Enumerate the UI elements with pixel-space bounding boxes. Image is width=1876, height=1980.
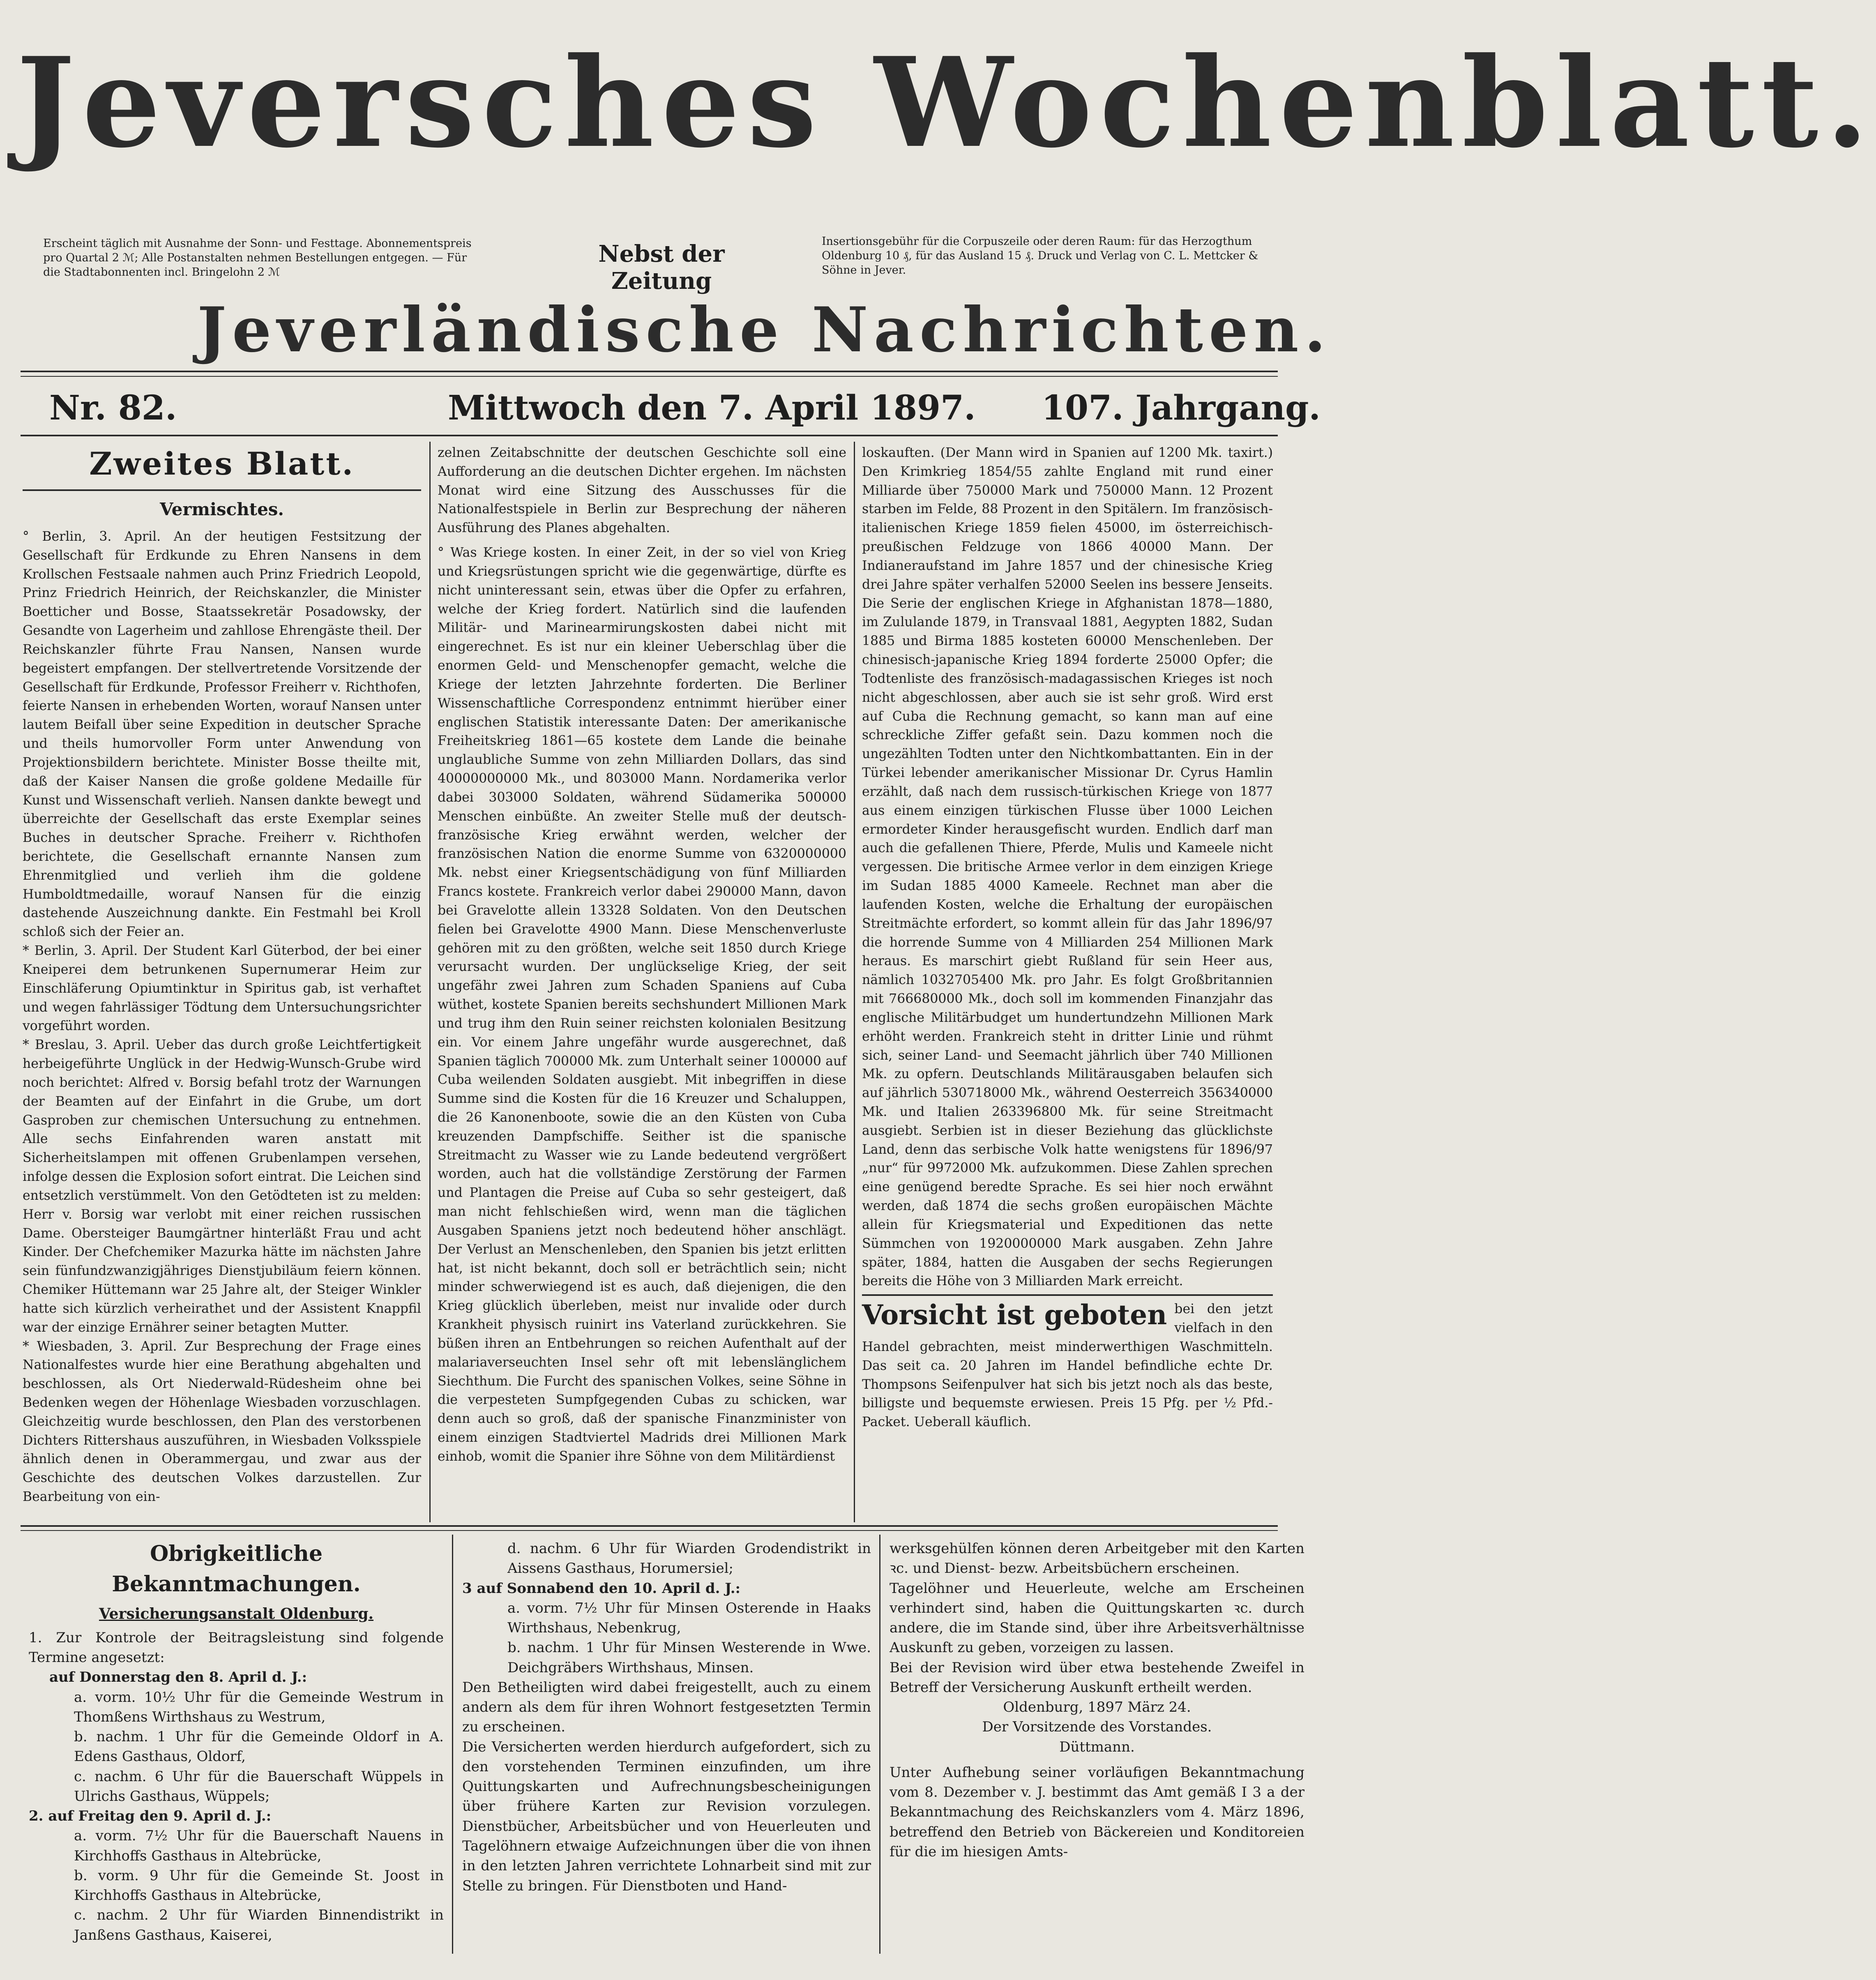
header-rule-top-thin	[21, 376, 1278, 377]
issue-number: Nr. 82.	[49, 388, 177, 428]
notices-column-1	[29, 1539, 444, 1945]
notice-line: a. vorm. 10½ Uhr für die Gemeinde Westrum in Thomßens Wirthshaus zu Westrum,	[74, 1689, 444, 1725]
notice-line: a. vorm. 7½ Uhr für Minsen Osterende in Haaks Wirthshaus, Nebenkrug,	[507, 1600, 871, 1637]
column-3	[862, 444, 1273, 1432]
notice-line: 1. Zur Kontrole der Beitragsleistung sind folgende Termine angesetzt:	[29, 1629, 444, 1666]
notice-signatory-name: Düttmann.	[1059, 1738, 1135, 1755]
column-1	[23, 444, 421, 1507]
issue-year: 107. Jahrgang.	[1042, 388, 1321, 428]
notices-divider-1	[452, 1535, 453, 1954]
ad-headline: Vorsicht ist geboten	[862, 1299, 1167, 1331]
section-title: Zweites Blatt.	[89, 445, 355, 482]
notice-place-date: Oldenburg, 1897 März 24.	[1003, 1699, 1191, 1716]
notice-line: Den Betheiligten wird dabei freigestellt, auch zu einem andern als dem für ihren Wohnort festgesetzten Termin zu erscheinen.	[462, 1679, 871, 1736]
advertising-rates: Insertionsgebühr für die Corpuszeile oder deren Raum: für das Herzogthum Oldenburg 10 ₰, für das Ausland 15 ₰. Druck und Verlag von C. L. Mettcker & Söhne in Jever.	[822, 235, 1258, 277]
notice-date-heading: 2. auf Freitag den 9. April d. J.:	[29, 1808, 272, 1825]
notices-rule	[21, 1525, 1278, 1527]
notice-line: b. nachm. 1 Uhr für Minsen Westerende in Wwe. Deichgräbers Wirthshaus, Minsen.	[507, 1639, 871, 1676]
article-wiesbaden-cont: zelnen Zeitabschnitte der deutschen Geschichte soll eine Aufforderung an die deutschen Dichter ergehen. Im nächsten Monat wird eine Sitzung des Ausschusses für die Nationalfestspiele in Berlin zur Besprechung der näheren Ausführung des Planes abgehalten.	[438, 445, 846, 536]
notice-line: c. nachm. 2 Uhr für Wiarden Binnendistrikt in Janßens Gasthaus, Kaiserei,	[74, 1907, 444, 1943]
notice-line: b. nachm. 1 Uhr für die Gemeinde Oldorf in A. Edens Gasthaus, Oldorf,	[74, 1729, 444, 1765]
notices-divider-2	[879, 1535, 880, 1954]
notices-column-3	[890, 1539, 1304, 1862]
header-rule-top	[21, 371, 1278, 372]
notices-column-2	[462, 1539, 871, 1896]
ad-body: bei den jetzt vielfach in den Handel gebrachten, meist minderwerthigen Waschmitteln. Das seit ca. 20 Jahren im Handel befindliche echte Dr. Thompsons Seifenpulver hat sich bis jetzt noch als das beste, billigste und bequemste erwiesen. Preis 15 Pfg. per ½ Pfd.-Packet. Ueberall käuflich.	[862, 1302, 1273, 1430]
notice-line: Unter Aufhebung seiner vorläufigen Bekanntmachung vom 8. Dezember v. J. bestimmt das Amt gemäß I 3 a der Bekanntmachung des Reichskanzlers vom 4. März 1896, betreffend den Betrieb von Bäckereien und Konditoreien für die im hiesigen Amts-	[890, 1764, 1304, 1860]
article-war-costs: ° Was Kriege kosten. In einer Zeit, in der so viel von Krieg und Kriegsrüstungen spricht wie die gegenwärtige, dürfte es nicht uninteressant sein, etwas über die Opfer zu erfahren, welche der Krieg fordert. Natürlich sind die laufenden Militär- und Marinearmirungskosten dabei nicht mit eingerechnet. Es ist nur ein kleiner Ueberschlag über die enormen Geld- und Menschenopfer gemacht, welche die Kriege der letzten Jahrzehnte forderten. Die Berliner Wissenschaftliche Correspondenz entnimmt hierüber einer englischen Statistik interessante Daten: Der amerikanische Freiheitskrieg 1861—65 kostete dem Lande die beinahe unglaubliche Summe von zehn Milliarden Dollars, das sind 40000000000 Mk., und 803000 Mann. Nordamerika verlor dabei 303000 Soldaten, während Südamerika 500000 Menschen einbüßte. An zweiter Stelle muß der deutsch-französische Krieg erwähnt werden, welcher der französischen Nation die enorme Summe von 6320000000 Mk. nebst einer Kriegsentschädigung von fünf Milliarden Francs kostete. Frankreich verlor dabei 290000 Mann, davon bei Gravelotte allein 13328 Soldaten. Von den Deutschen fielen bei Gravelotte 4900 Mann. Diese Menschenverluste gehören mit zu den größten, welche seit 1850 durch Kriege verursacht wurden. Der unglückselige Krieg, der seit ungefähr zwei Jahren zum Schaden Spaniens auf Cuba wüthet, kostete Spanien bereits sechshundert Millionen Mark und trug ihm den Ruin seiner reichsten kolonialen Besitzung ein. Vor einem Jahre ungefähr wurde ausgerechnet, daß Spanien täglich 700000 Mk. zum Unterhalt seiner 100000 auf Cuba weilenden Soldaten ausgiebt. Mit inbegriffen in diese Summe sind die Kosten für die 16 Kreuzer und Schaluppen, die 26 Kanonenboote, sowie die an den Küsten von Cuba kreuzenden Dampfschiffe. Seither ist die spanische Streitmacht zu Wasser wie zu Lande bedeutend vergrößert worden, auch hat die vollständige Zerstörung der Farmen und Plantagen die Preise auf Cuba so sehr gesteigert, daß man nicht fehlschießen wird, wenn man die täglichen Ausgaben Spaniens jetzt noch bedeutend höher anschlägt. Der Verlust an Menschenleben, den Spanien bis jetzt erlitten hat, ist nicht bekannt, doch soll er beträchtlich sein; nicht minder schwerwiegend ist es auch, daß diejenigen, die den Krieg glücklich überleben, meist nur invalide oder durch Krankheit physisch ruinirt ins Vaterland zurückkehren. Sie büßen ihren an Entbehrungen so reichen Aufenthalt auf der malariaverseuchten Insel sehr oft mit lebenslänglichem Siechthum. Die Furcht des spanischen Volkes, seine Söhne in die verpesteten Sumpfgegenden Cubas zu schicken, war denn auch so groß, daß der spanische Finanzminister von einem einzigen Stadtviertel Madrids drei Millionen Mark einhob, womit die Spanier ihre Söhne von dem Militärdienst	[438, 545, 846, 1464]
supplement-note: Nebst der Zeitung	[598, 240, 725, 295]
article-breslau: * Breslau, 3. April. Ueber das durch große Leichtfertigkeit herbeigeführte Unglück in der Hedwig-Wunsch-Grube wird noch berichtet: Alfred v. Borsig befahl trotz der Warnungen der Beamten auf der Einfahrt in die Grube, um dort Gasproben zur chemischen Untersuchung zu entnehmen. Alle sechs Einfahrenden waren anstatt mit Sicherheitslampen mit offenen Grubenlampen versehen, infolge dessen die Explosion sofort eintrat. Die Leichen sind entsetzlich verstümmelt. Von den Getödteten ist zu melden: Herr v. Borsig war verlobt mit einer reichen russischen Dame. Obersteiger Baumgärtner hinterläßt Frau und acht Kinder. Der Chefchemiker Mazurka hätte im nächsten Jahre sein fünfundzwanzigjähriges Dienstjubiläum feiern können. Chemiker Hüttemann war 25 Jahre alt, der Steiger Winkler hatte sich kürzlich verheirathet und der Assistent Knappfil war der einzige Ernährer seiner betagten Mutter.	[23, 1037, 421, 1335]
notices-subtitle: Versicherungsanstalt Oldenburg.	[99, 1605, 374, 1623]
notice-line: c. nachm. 6 Uhr für die Bauerschaft Wüppels in Ulrichs Gasthaus, Wüppels;	[74, 1768, 444, 1805]
notice-line: werksgehülfen können deren Arbeitgeber mit den Karten ꝛc. und Dienst- bezw. Arbeitsbüchern erscheinen.	[890, 1540, 1304, 1577]
notice-line: Bei der Revision wird über etwa bestehende Zweifel in Betreff der Versicherung Auskunft ertheilt werden.	[890, 1659, 1304, 1696]
supplement-title: Jeverländische Nachrichten.	[197, 294, 1332, 366]
section-rule	[23, 489, 421, 491]
notice-date-heading: auf Donnerstag den 8. April d. J.:	[49, 1669, 307, 1686]
notice-line: b. vorm. 9 Uhr für die Gemeinde St. Joost in Kirchhoffs Gasthaus in Altebrücke,	[74, 1867, 444, 1904]
notice-line: d. nachm. 6 Uhr für Wiarden Grodendistrikt in Aissens Gasthaus, Horumersiel;	[507, 1540, 871, 1577]
notice-signatory-title: Der Vorsitzende des Vorstandes.	[982, 1719, 1212, 1736]
issue-date: Mittwoch den 7. April 1897.	[448, 388, 976, 428]
article-wiesbaden: * Wiesbaden, 3. April. Zur Besprechung der Frage eines Nationalfestes wurde hier eine Berathung abgehalten und beschlossen, als Ort Niederwald-Rüdesheim ohne bei Bedenken wegen der Höhenlage Wiesbaden vorzuschlagen. Gleichzeitig wurde beschlossen, den Plan des verstorbenen Dichters Rittershaus auszuführen, in Wiesbaden Volksspiele ähnlich denen in Oberammergau, und zwar aus der Geschichte des deutschen Volkes darzustellen. Zur Bearbeitung von ein-	[23, 1339, 421, 1505]
subscription-info: Erscheint täglich mit Ausnahme der Sonn- und Festtage. Abonnementspreis pro Quartal 2 ℳ; Alle Postanstalten nehmen Bestellungen entgegen. — Für die Stadtabonnenten incl. Bringelohn 2 ℳ	[43, 237, 472, 279]
article-war-costs-cont: loskauften. (Der Mann wird in Spanien auf 1200 Mk. taxirt.) Den Krimkrieg 1854/55 zahlte England mit rund einer Milliarde über 750000 Mark und 750000 Mann. 12 Prozent starben im Felde, 88 Prozent in den Spitälern. Im französisch-italienischen Kriege 1859 fielen 45000, im österreichisch-preußischen Feldzuge von 1866 40000 Mann. Der Indianeraufstand im Jahre 1857 und der chinesische Krieg drei Jahre später verhalfen 52000 Seelen ins bessere Jenseits. Die Serie der englischen Kriege in Afghanistan 1878—1880, im Zululande 1879, in Transvaal 1881, Aegypten 1882, Sudan 1885 und Birma 1885 kosteten 60000 Menschenleben. Der chinesisch-japanische Krieg 1894 forderte 25000 Opfer; die Todtenliste des französisch-madagassischen Krieges ist noch nicht abgeschlossen, aber auch sie ist sehr groß. Wird erst auf Cuba die Rechnung gemacht, so kann man auf eine schreckliche Ziffer gefaßt sein. Dazu kommen noch die ungezählten Todten unter den Nichtkombattanten. Ein in der Türkei lebender amerikanischer Missionar Dr. Cyrus Hamlin erzählt, daß nach dem russisch-türkischen Kriege von 1877 aus einem einzigen türkischen Flusse über 1000 Leichen ermordeter Kinder herausgefischt wurden. Endlich darf man auch die gefallenen Thiere, Pferde, Mulis und Kameele nicht vergessen. Die britische Armee verlor in dem einzigen Kriege im Sudan 1885 4000 Kameele. Rechnet man aber die laufenden Kosten, welche die Erhaltung der europäischen Streitmächte erfordert, so kommt allein für das Jahr 1896/97 die horrende Summe von 4 Milliarden 254 Millionen Mark heraus. Es marschirt giebt Rußland für sein Heer aus, nämlich 1032705400 Mk. pro Jahr. Es folgt Großbritannien mit 766680000 Mk., doch soll im kommenden Finanzjahr das englische Militärbudget um hundertundzehn Millionen Mark erhöht werden. Frankreich steht in dritter Linie und rühmt sich, seiner Land- und Seemacht jährlich über 740 Millionen Mk. zu opfern. Deutschlands Militärausgaben belaufen sich auf jährlich 530718000 Mk., während Oesterreich 356340000 Mk. und Italien 263396800 Mk. für seine Streitmacht ausgiebt. Serbien ist in dieser Beziehung das glücklichste Land, denn das serbische Volk hatte wenigstens für 1896/97 „nur“ für 9972000 Mk. aufzukommen. Diese Zahlen sprechen eine genügend beredte Sprache. Es sei hier noch erwähnt werden, daß 1874 die sechs großen europäischen Mächte allein für Kriegsmaterial und Expeditionen das nette Sümmchen von 1920000000 Mark ausgaben. Zehn Jahre später, 1884, hatten die Ausgaben der sechs Regierungen bereits die Höhe von 3 Milliarden Mark erreicht.	[862, 445, 1273, 1289]
column-2	[438, 444, 846, 1466]
article-berlin-nansen: ° Berlin, 3. April. An der heutigen Festsitzung der Gesellschaft für Erdkunde zu Ehren Nansens in dem Krollschen Festsaale nahmen auch Prinz Friedrich Leopold, Prinz Friedrich Heinrich, der Reichskanzler, die Minister Boetticher und Bosse, Staatssekretär Posadowsky, der Gesandte von Lagerheim und zahllose Ehrengäste theil. Der Reichskanzler führte Frau Nansen, Nansen wurde begeistert empfangen. Der stellvertretende Vorsitzende der Gesellschaft für Erdkunde, Professor Freiherr v. Richthofen, feierte Nansen in erhebenden Worten, worauf Nansen unter lautem Beifall über seine Expedition in deutscher Sprache und theils humorvoller Form unter Anwendung von Projektionsbildern berichtete. Minister Bosse theilte mit, daß der Kaiser Nansen die große goldene Medaille für Kunst und Wissenschaft verlieh. Nansen dankte bewegt und überreichte der Gesellschaft das erste Exemplar seines Buches in deutscher Sprache. Freiherr v. Richthofen berichtete, die Gesellschaft ernannte Nansen zum Ehrenmitglied und verlieh ihm die goldene Humboldtmedaille, worauf Nansen für die einzig dastehende Auszeichnung dankte. Ein Festmahl bei Kroll schloß sich der Feier an.	[23, 529, 421, 940]
advertisement-soap	[862, 1294, 1273, 1432]
column-divider-1	[429, 442, 431, 1522]
column-divider-2	[854, 442, 855, 1522]
header-rule-bottom	[21, 435, 1278, 436]
article-berlin-student: * Berlin, 3. April. Der Student Karl Güterbod, der bei einer Kneiperei dem betrunkenen Supernumerar Heim zur Einschläferung Opiumtinktur in Spiritus gab, ist verhaftet und wegen fahrlässiger Tödtung dem Untersuchungsrichter vorgeführt worden.	[23, 943, 421, 1034]
notices-title: Obrigkeitliche Bekanntmachungen.	[112, 1541, 361, 1597]
notice-line: Die Versicherten werden hierdurch aufgefordert, sich zu den vorstehenden Terminen einzufinden, um ihre Quittungskarten und Aufrechnungsbescheinigungen über frühere Karten zur Revision vorzulegen. Dienstbücher, Arbeitsbücher und von Heuerleuten und Tagelöhnern etwaige Aufzeichnungen über die von ihnen in den letzten Jahren verrichtete Lohnarbeit sind mit zur Stelle zu bringen. Für Dienstboten und Hand-	[462, 1738, 871, 1894]
rubric-heading: Vermischtes.	[159, 499, 284, 519]
notices-rule-thin	[21, 1530, 1278, 1531]
masthead-title: Jeversches Wochenblatt.	[16, 30, 1876, 175]
notice-date-heading: 3 auf Sonnabend den 10. April d. J.:	[462, 1580, 741, 1597]
notice-line: a. vorm. 7½ Uhr für die Bauerschaft Nauens in Kirchhoffs Gasthaus in Altebrücke,	[74, 1828, 444, 1864]
notice-line: Tagelöhner und Heuerleute, welche am Erscheinen verhindert sind, haben die Quittungskarten ꝛc. durch andere, die im Stande sind, über ihre Arbeitsverhältnisse Auskunft zu geben, vorzeigen zu lassen.	[890, 1580, 1304, 1656]
